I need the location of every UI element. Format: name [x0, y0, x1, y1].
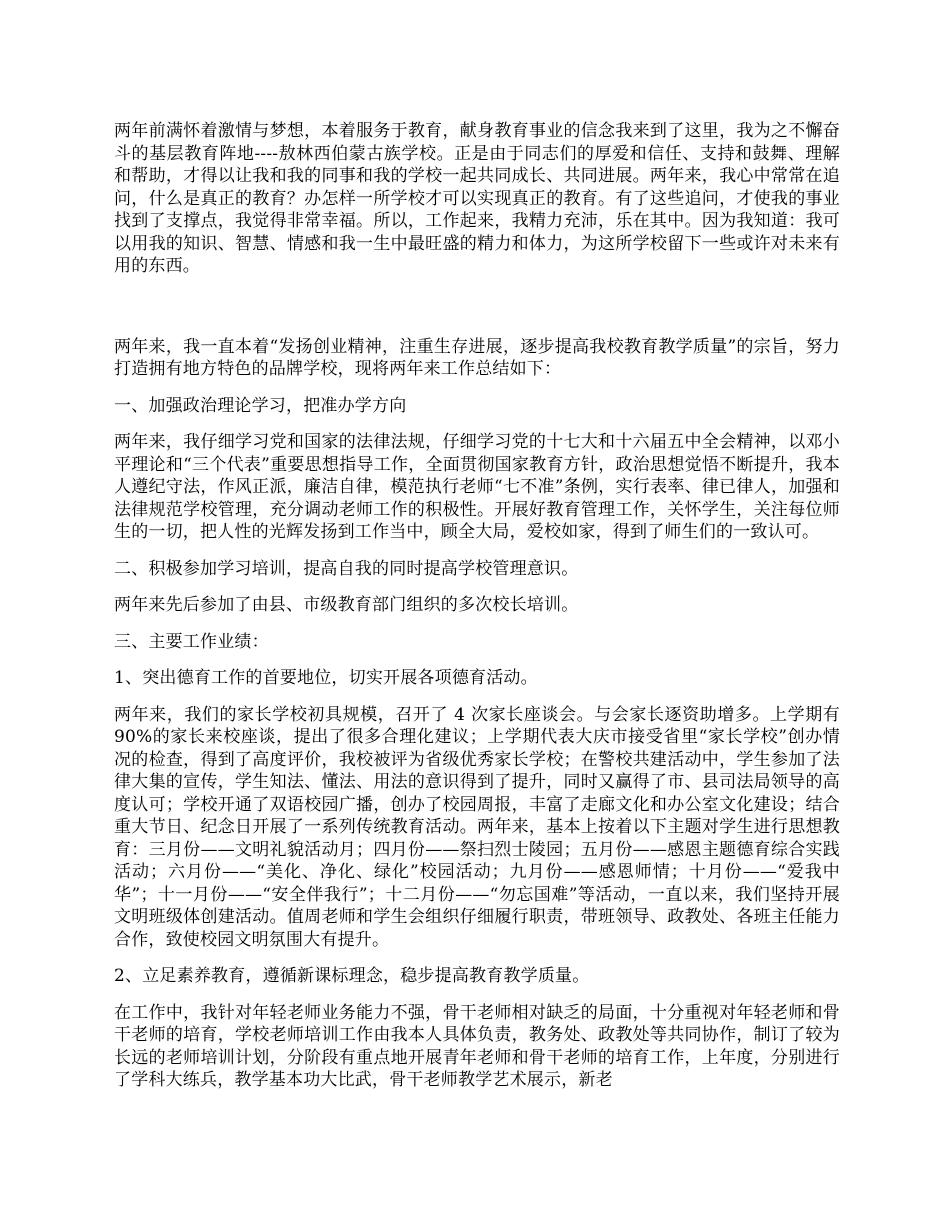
paragraph-intro: 两年前满怀着激情与梦想，本着服务于教育，献身教育事业的信念我来到了这里，我为之不懈奋斗的基层教育阵地----敖林西伯蒙古族学校。正是由于同志们的厚爱和信任、支持和鼓舞、理解和帮助，才得以让我和我的同事和我的学校一起共同成长、共同进展。两年来，我心中常常在追问，什么是真正的教育？办怎样一所学校才可以实现真正的教育。有了这些追问，才使我的事业找到了支撑点，我觉得非常幸福。所以，工作起来，我精力充沛，乐在其中。因为我知道：我可以用我的知识、智慧、情感和我一生中最旺盛的精力和体力，为这所学校留下一些或许对未来有用的东西。: [114, 121, 840, 276]
paragraph-spacer: [114, 653, 840, 667]
paragraph-training: 两年来先后参加了由县、市级教育部门组织的多次校长培训。: [114, 595, 579, 615]
section-heading-3: 三、主要工作业绩：: [114, 631, 269, 652]
paragraph-spacer: [114, 278, 840, 336]
paragraph-spacer: [114, 580, 840, 594]
paragraph-teacher-training: 在工作中，我针对年轻老师业务能力不强，骨干老师相对缺乏的局面，十分重视对年轻老师和骨干老师的培育，学校老师培训工作由我本人具体负责，教务处、政教处等共同协作，制订了较为长远的老师培训计划，分阶段有重点地开展青年老师和骨干老师的培育工作，上年度，分别进行了学科大练兵，教学基本功大比武，骨干老师教学艺术展示，新老: [114, 1002, 840, 1090]
paragraph-spacer: [114, 988, 840, 1002]
paragraph-parent-school: 两年来，我们的家长学校初具规模，召开了 4 次家长座谈会。与会家长逐资助增多。上学期有 90%的家长来校座谈，提出了很多合理化建议；上学期代表大庆市接受省里“家长学校”创办情况的检查，得到了高度评价，我校被评为省级优秀家长学校；在警校共建活动中，学生参加了法律大集的宣传，学生知法、懂法、用法的意识得到了提升，同时又赢得了市、县司法局领导的高度认可；学校开通了双语校园广播，创办了校园周报，丰富了走廊文化和办公室文化建设；结合重大节日、纪念日开展了一系列传统教育活动。两年来，基本上按着以下主题对学生进行思想教育：三月份——文明礼貌活动月；四月份——祭扫烈士陵园；五月份——感恩主题德育综合实践活动；六月份——“美化、净化、绿化”校园活动；九月份——感恩师情；十月份——“爱我中华”；十一月份——“安全伴我行”；十二月份——“勿忘国难”等活动，一直以来，我们坚持开展文明班级体创建活动。值周老师和学生会组织仔细履行职责，带班领导、政教处、各班主任能力合作，致使校园文明氛围大有提升。: [114, 704, 840, 950]
paragraph-politics: 两年来，我仔细学习党和国家的法律法规，仔细学习党的十七大和十六届五中全会精神，以邓小平理论和“三个代表”重要思想指导工作，全面贯彻国家教育方针，政治思想觉悟不断提升，我本人遵纪守法，作风正派，廉洁自律，模范执行老师“七不准”条例，实行表率、律已律人，加强和法律规范学校管理，充分调动老师工作的积极性。开展好教育管理工作，关怀学生，关注每位师生的一切，把人性的光辉发扬到工作当中，顾全大局，爱校如家，得到了师生们的一致认可。: [114, 432, 840, 542]
paragraph-spacer: [114, 417, 840, 431]
paragraph-spacer: [114, 617, 840, 631]
subheading-quality-education: 2、立足素养教育，遵循新课标理念，稳步提高教育教学质量。: [114, 966, 590, 986]
paragraph-spacer: [114, 381, 840, 395]
paragraph-spacer: [114, 690, 840, 704]
document-page: [114, 120, 840, 1092]
paragraph-purpose: 两年来，我一直本着“发扬创业精神，注重生存进展，逐步提高我校教育教学质量”的宗旨，努力打造拥有地方特色的品牌学校，现将两年来工作总结如下：: [114, 336, 840, 379]
section-heading-1: 一、加强政治理论学习，把准办学方向: [114, 395, 407, 416]
paragraph-spacer: [114, 951, 840, 965]
paragraph-spacer: [114, 544, 840, 558]
subheading-moral-education: 1、突出德育工作的首要地位，切实开展各项德育活动。: [114, 668, 538, 688]
section-heading-2: 二、积极参加学习培训，提高自我的同时提高学校管理意识。: [114, 558, 579, 579]
